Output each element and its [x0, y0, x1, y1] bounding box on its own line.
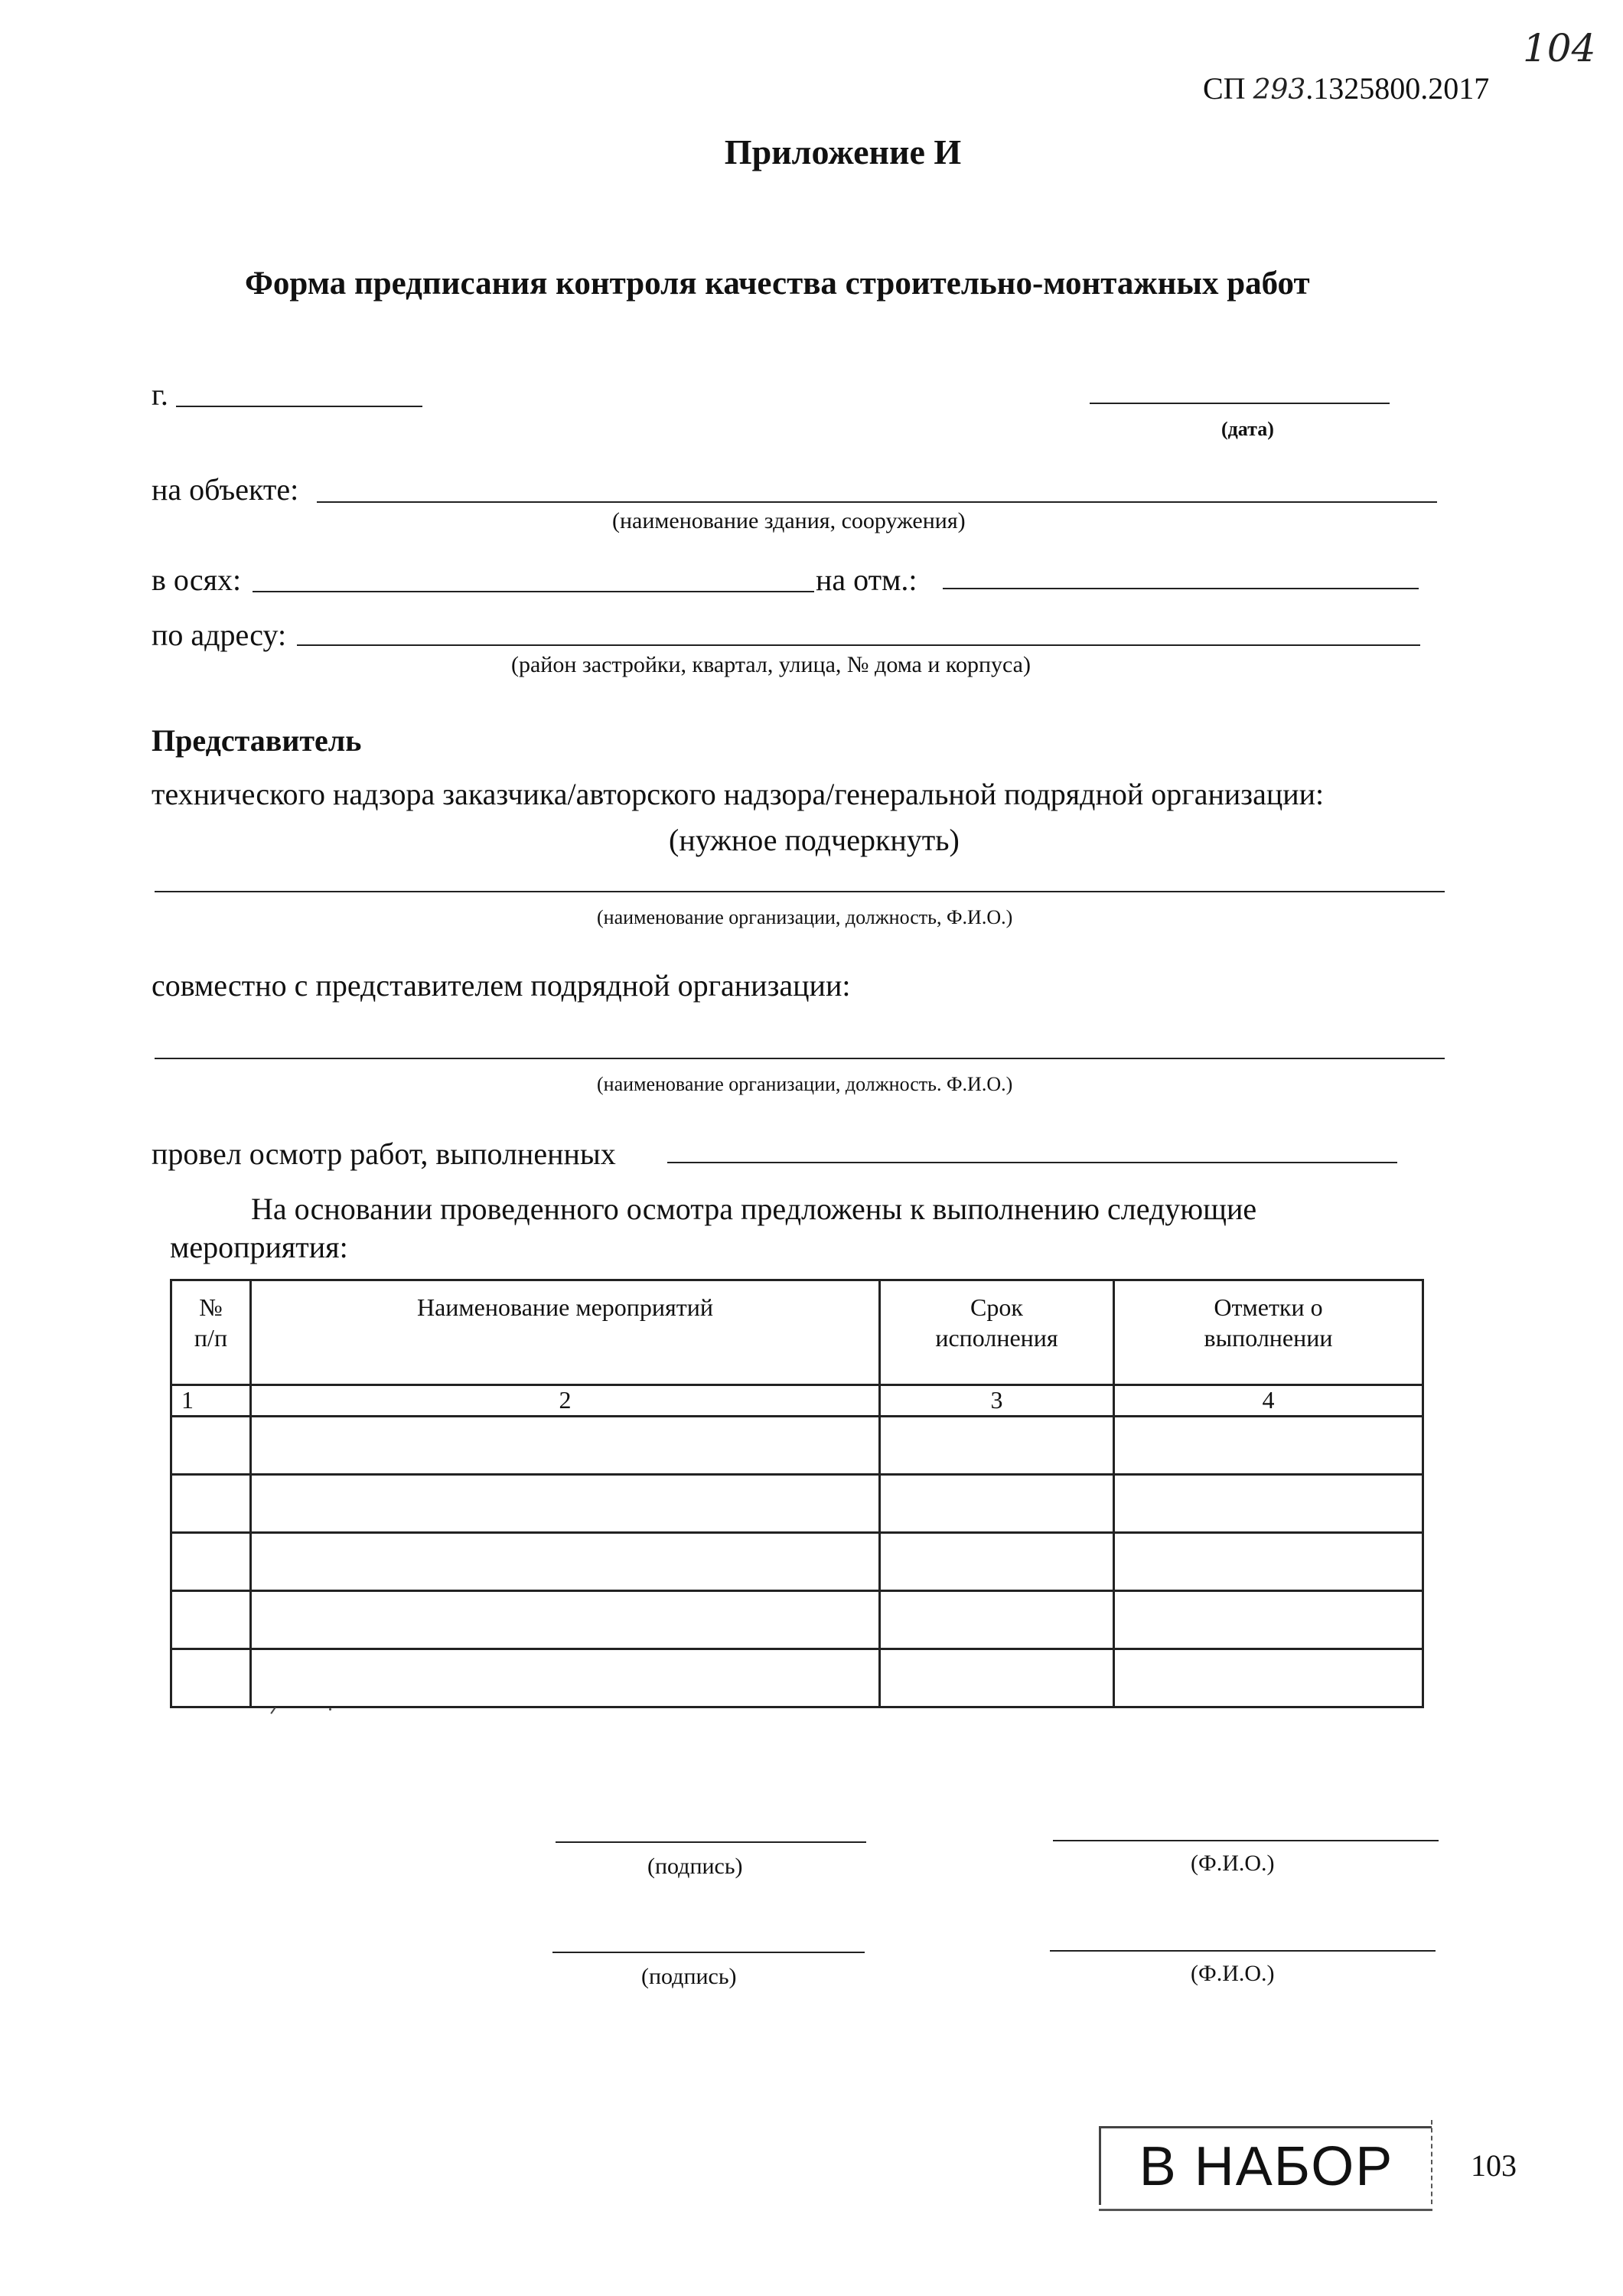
- table-header-row: [171, 1280, 1423, 1385]
- inspection-blank-line[interactable]: [667, 1162, 1397, 1163]
- representative-blank-line[interactable]: [155, 891, 1445, 892]
- contractor-text: совместно с представителем подрядной организации:: [152, 968, 851, 1003]
- table-cell[interactable]: [171, 1591, 251, 1649]
- header-measures: [251, 1280, 880, 1385]
- scan-dot: [329, 1708, 331, 1711]
- representative-heading: Представитель: [152, 723, 362, 758]
- column-number-3: 3: [880, 1385, 1114, 1417]
- date-blank-line[interactable]: [1090, 403, 1390, 404]
- header-measures-text: Наименование мероприятий: [416, 1293, 713, 1321]
- date-caption: (дата): [1221, 418, 1274, 440]
- table-row: [171, 1591, 1423, 1649]
- table-cell[interactable]: [171, 1475, 251, 1533]
- table-cell[interactable]: [171, 1533, 251, 1591]
- table-cell[interactable]: [171, 1649, 251, 1707]
- stamp-bottom-border: [1099, 2209, 1432, 2211]
- axes-label: в осях:: [152, 563, 242, 597]
- handwritten-page-mark: 104: [1523, 26, 1596, 70]
- level-label: на отм.:: [816, 563, 917, 597]
- representative-caption: (наименование организации, должность, Ф.И.О.): [597, 906, 1013, 928]
- stamp-right-border: [1431, 2120, 1432, 2204]
- table-cell[interactable]: [171, 1417, 251, 1475]
- table-cell[interactable]: [251, 1591, 880, 1649]
- code-prefix: СП: [1203, 71, 1246, 106]
- table-cell[interactable]: [880, 1533, 1114, 1591]
- table-column-numbers-row: [171, 1385, 1423, 1417]
- inspection-text: провел осмотр работ, выполненных: [152, 1137, 616, 1171]
- measures-table: [170, 1279, 1424, 1708]
- form-title: Форма предписания контроля качества строительно-монтажных работ: [245, 266, 1310, 302]
- representative-text: технического надзора заказчика/авторского надзора/генеральной подрядной организации:: [152, 777, 1325, 811]
- header-deadline: [880, 1280, 1114, 1385]
- header-number: [171, 1280, 251, 1385]
- table-cell[interactable]: [251, 1475, 880, 1533]
- table-cell[interactable]: [251, 1417, 880, 1475]
- signature-line-1[interactable]: [556, 1841, 866, 1843]
- table-cell[interactable]: [880, 1649, 1114, 1707]
- table-row: [171, 1533, 1423, 1591]
- table-cell[interactable]: [1114, 1417, 1423, 1475]
- name-line-2[interactable]: [1050, 1950, 1436, 1952]
- address-caption: (район застройки, квартал, улица, № дома и корпуса): [511, 652, 1031, 677]
- table-row: [171, 1649, 1423, 1707]
- city-label: г.: [152, 377, 168, 412]
- table-cell[interactable]: [880, 1591, 1114, 1649]
- table-cell[interactable]: [880, 1475, 1114, 1533]
- header-completion-marks: [1114, 1280, 1423, 1385]
- table-row: [171, 1475, 1423, 1533]
- inspection-paragraph-line1: На основании проведенного осмотра предложены к выполнению следующие: [251, 1192, 1257, 1226]
- city-blank-line[interactable]: [176, 406, 422, 407]
- axes-blank-line[interactable]: [253, 591, 814, 592]
- name-caption-2: (Ф.И.О.): [1191, 1961, 1275, 1986]
- column-number-1: 1: [171, 1385, 251, 1417]
- column-number-2: 2: [251, 1385, 880, 1417]
- name-line-1[interactable]: [1053, 1840, 1439, 1841]
- appendix-title: Приложение И: [724, 132, 962, 171]
- table-cell[interactable]: [1114, 1649, 1423, 1707]
- level-blank-line[interactable]: [943, 588, 1419, 589]
- table-cell[interactable]: [1114, 1591, 1423, 1649]
- page-number: 103: [1471, 2148, 1517, 2183]
- signature-caption-2: (подпись): [641, 1964, 737, 1989]
- document-code: [1203, 70, 1489, 106]
- object-blank-line[interactable]: [317, 501, 1437, 503]
- contractor-caption: (наименование организации, должность. Ф.И.О.): [597, 1073, 1013, 1095]
- table-cell[interactable]: [1114, 1475, 1423, 1533]
- signature-line-2[interactable]: [552, 1952, 865, 1953]
- table-row: [171, 1417, 1423, 1475]
- header-completion-marks-text: Отметки о выполнении: [1204, 1293, 1333, 1352]
- table-cell[interactable]: [880, 1417, 1114, 1475]
- table-cell[interactable]: [251, 1649, 880, 1707]
- object-label: на объекте:: [152, 472, 299, 507]
- contractor-blank-line[interactable]: [155, 1058, 1445, 1059]
- object-caption: (наименование здания, сооружения): [612, 508, 966, 533]
- inspection-paragraph-line2: мероприятия:: [170, 1230, 348, 1264]
- header-deadline-text: Срок исполнения: [935, 1293, 1058, 1352]
- table-cell[interactable]: [1114, 1533, 1423, 1591]
- name-caption-1: (Ф.И.О.): [1191, 1851, 1275, 1876]
- header-number-text: № п/п: [194, 1293, 228, 1352]
- address-blank-line[interactable]: [297, 644, 1420, 646]
- representative-note: (нужное подчеркнуть): [669, 823, 960, 857]
- address-label: по адресу:: [152, 618, 287, 652]
- signature-caption-1: (подпись): [647, 1854, 743, 1879]
- code-handwritten-number: 293: [1253, 74, 1306, 106]
- column-number-4: 4: [1114, 1385, 1423, 1417]
- table-cell[interactable]: [251, 1533, 880, 1591]
- in-set-stamp: В НАБОР: [1099, 2126, 1432, 2205]
- code-suffix: .1325800.2017: [1305, 71, 1490, 106]
